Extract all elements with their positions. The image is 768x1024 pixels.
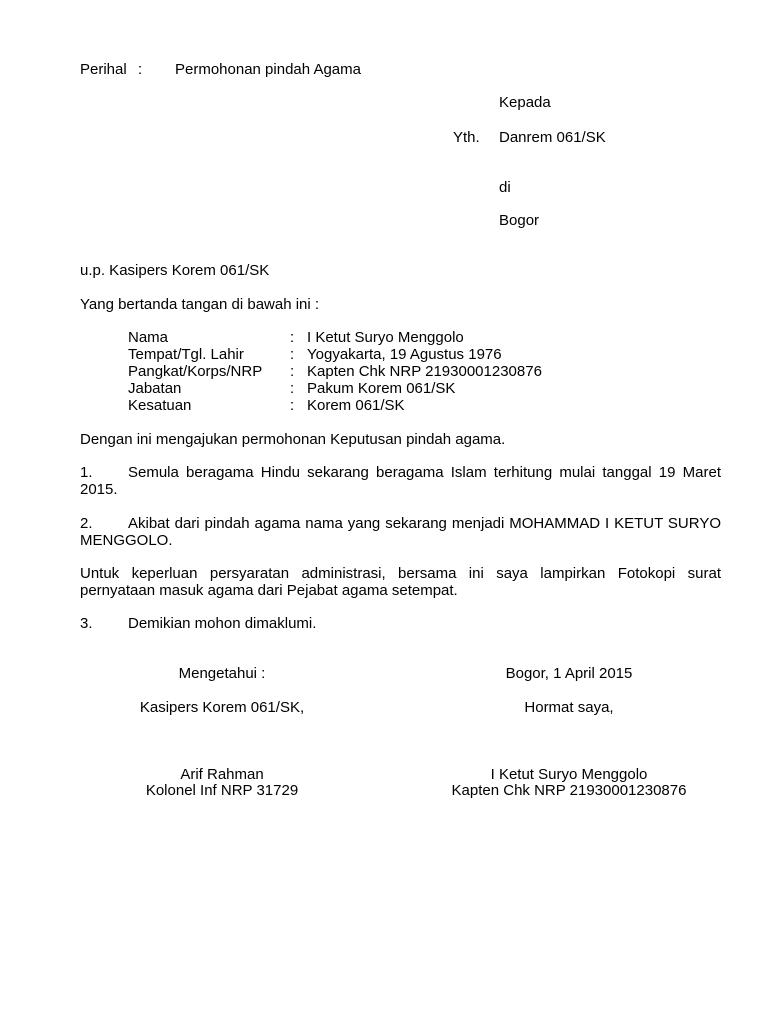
point-3-text: Demikian mohon dimaklumi.	[128, 615, 317, 632]
recipient-kepada: Kepada	[499, 94, 551, 111]
request-line: Dengan ini mengajukan permohonan Keputusan pindah agama.	[80, 431, 506, 448]
data-colon: :	[290, 363, 295, 380]
personal-data-row	[0, 380, 768, 397]
point-1-text: Semula beragama Hindu sekarang beragama Islam terhitung mulai tanggal 19 Maret 2015.	[80, 464, 721, 498]
acknowledge-label: Mengetahui :	[178, 665, 266, 682]
perihal-colon: :	[138, 61, 143, 78]
data-colon: :	[290, 346, 295, 363]
left-signer-position: Kasipers Korem 061/SK,	[139, 699, 305, 716]
data-value: Kapten Chk NRP 21930001230876	[307, 363, 542, 380]
point-1-number: 1.	[80, 464, 93, 481]
up-line: u.p. Kasipers Korem 061/SK	[80, 262, 270, 279]
data-label: Jabatan	[128, 380, 182, 397]
data-value: I Ketut Suryo Menggolo	[307, 329, 464, 346]
left-signer-name: Arif Rahman	[180, 766, 264, 783]
recipient-name: Danrem 061/SK	[499, 129, 606, 146]
recipient-city: Bogor	[499, 212, 540, 229]
right-signer-name: I Ketut Suryo Menggolo	[490, 766, 648, 783]
data-label: Pangkat/Korps/NRP	[128, 363, 263, 380]
left-signer-rank: Kolonel Inf NRP 31729	[145, 782, 299, 799]
data-colon: :	[290, 380, 295, 397]
data-label: Kesatuan	[128, 397, 192, 414]
right-signer-rank: Kapten Chk NRP 21930001230876	[451, 782, 687, 799]
place-date: Bogor, 1 April 2015	[505, 665, 633, 682]
data-colon: :	[290, 329, 295, 346]
data-value: Yogyakarta, 19 Agustus 1976	[307, 346, 502, 363]
personal-data-row	[0, 363, 768, 380]
personal-data-row	[0, 329, 768, 346]
personal-data-row	[0, 397, 768, 414]
point-2-number: 2.	[80, 515, 93, 532]
admin-paragraph: Untuk keperluan persyaratan administrasi, bersama ini saya lampirkan Fotokopi surat pernyataan masuk agama dari Pejabat agama setempat.	[80, 565, 721, 599]
perihal-label: Perihal	[80, 61, 127, 78]
data-value: Korem 061/SK	[307, 397, 405, 414]
data-label: Tempat/Tgl. Lahir	[128, 346, 244, 363]
closing-line: Hormat saya,	[524, 699, 614, 716]
intro-line: Yang bertanda tangan di bawah ini :	[80, 296, 320, 313]
data-colon: :	[290, 397, 295, 414]
point-3-number: 3.	[80, 615, 93, 632]
data-label: Nama	[128, 329, 169, 346]
recipient-yth: Yth.	[453, 129, 480, 146]
recipient-di: di	[499, 179, 511, 196]
data-value: Pakum Korem 061/SK	[307, 380, 456, 397]
perihal-value: Permohonan pindah Agama	[175, 61, 361, 78]
personal-data-row	[0, 346, 768, 363]
point-2-text: Akibat dari pindah agama nama yang sekarang menjadi MOHAMMAD I KETUT SURYO MENGGOLO.	[80, 515, 721, 549]
